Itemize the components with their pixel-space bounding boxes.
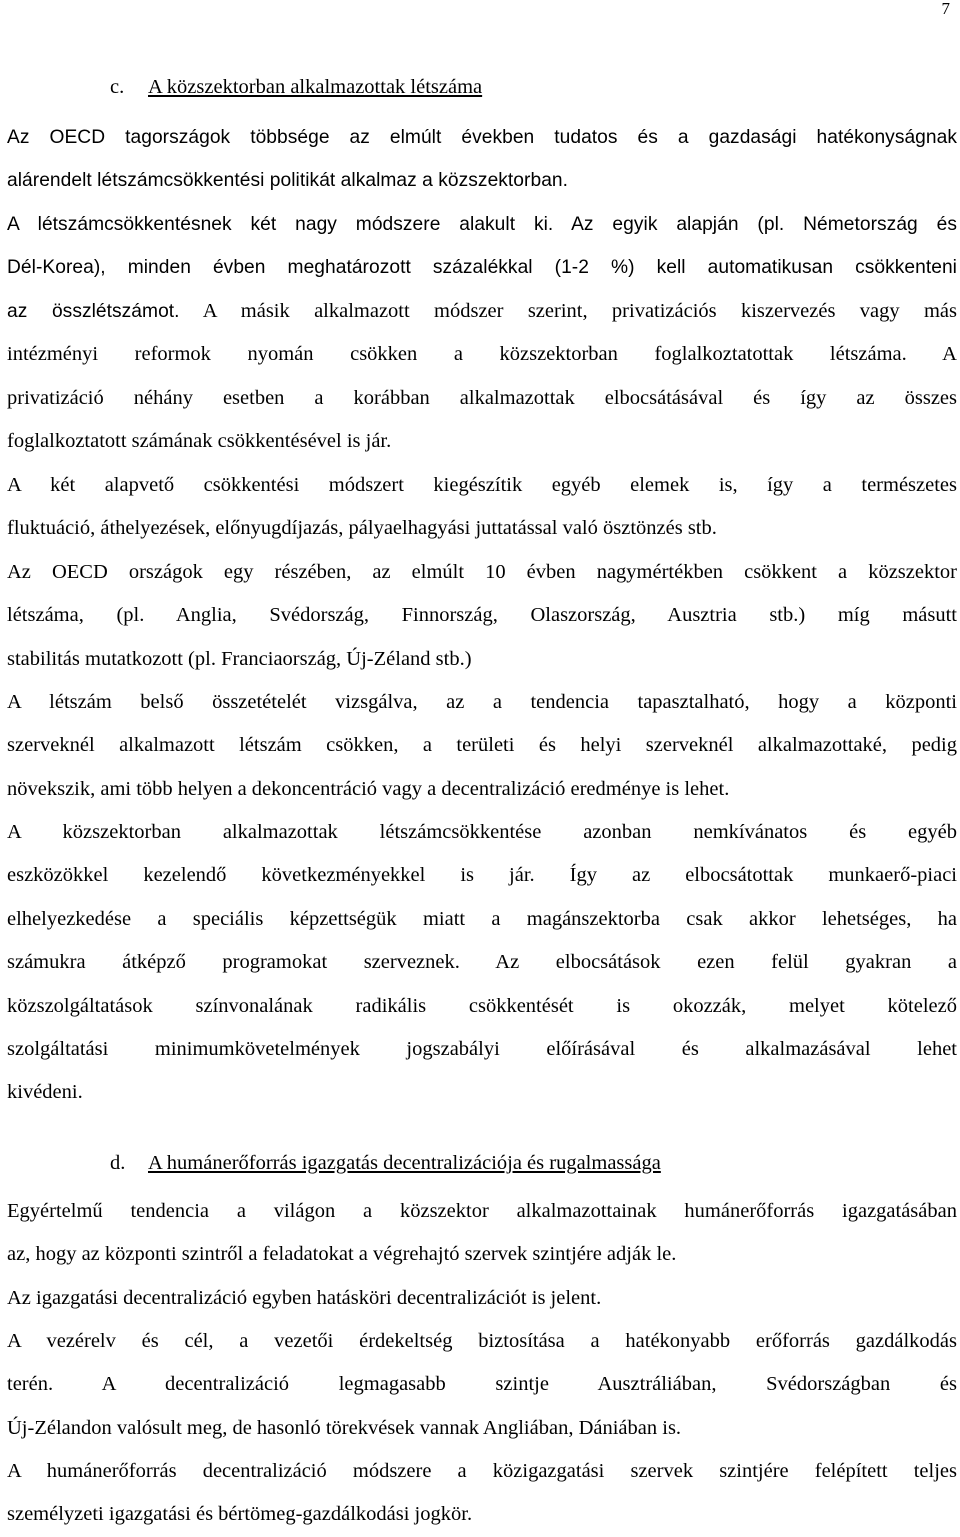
section-c-paragraph-6 [7,811,957,1115]
section-c-paragraph-2 [7,203,957,463]
text-fragment: az összlétszámot. [7,300,180,322]
section-c-paragraph-1 [7,116,957,203]
text-line: szolgáltatási minimumkövetelmények jogszabályi előírásával és alkalmazásával lehet [7,1038,957,1061]
section-d-paragraph-2 [7,1277,957,1320]
text-line: Új-Zélandon valósult meg, de hasonló törekvések vannak Angliában, Dániában is. [7,1416,682,1439]
section-d-paragraph-4 [7,1450,957,1537]
text-line: közszolgáltatások színvonalának radikális csökkentését is okozzák, melyet kötelező [7,994,957,1017]
text-line: elhelyezkedése a speciális képzettségük miatt a magánszektorba csak akkor lehetséges, ha [7,907,957,930]
text-line: privatizáció néhány esetben a korábban alkalmazottak elbocsátásával és így az összes [7,386,957,409]
text-line: Az OECD tagországok többsége az elmúlt években tudatos és a gazdasági hatékonyságnak [7,127,957,148]
text-line: A közszektorban alkalmazottak létszámcsökkentése azonban nemkívánatos és egyéb [7,821,957,843]
text-line: A létszám belső összetételét vizsgálva, az a tendencia tapasztalható, hogy a központi [7,691,957,713]
section-d-marker: d. [110,1152,126,1174]
text-line: az, hogy az központi szintről a feladatokat a végrehajtó szervek szintjére adják le. [7,1243,677,1266]
page-number: 7 [941,0,950,18]
section-c-heading [110,75,482,99]
text-line: A vezérelv és cél, a vezetői érdekeltség biztosítása a hatékonyabb erőforrás gazdálkodás [7,1330,957,1352]
text-line: foglalkoztatott számának csökkentésével is jár. [7,430,392,453]
text-line: stabilitás mutatkozott (pl. Franciaország, Új-Zéland stb.) [7,647,472,670]
text-line: Egyértelmű tendencia a világon a közszektor alkalmazottainak humánerőforrás igazgatásában [7,1200,957,1222]
text-line: Az OECD országok egy részében, az elmúlt 10 évben nagymértékben csökkent a közszektor [7,561,957,583]
text-line: A két alapvető csökkentési módszert kiegészítik egyéb elemek is, így a természetes [7,474,957,496]
text-line [7,290,957,333]
text-line: számukra átképző programokat szerveznek. Az elbocsátások ezen felül gyakran a [7,951,957,974]
section-c-paragraph-3 [7,464,957,551]
section-d-title: A humánerőforrás igazgatás decentralizációja és rugalmassága [148,1152,661,1174]
section-d-paragraph-1 [7,1190,957,1277]
text-line: létszáma, (pl. Anglia, Svédország, Finnország, Olaszország, Ausztria stb.) míg másutt [7,604,957,627]
section-c-paragraph-4 [7,551,957,681]
text-line: A humánerőforrás decentralizáció módszere a közigazgatási szervek szintjére felépített teljes [7,1460,957,1482]
text-line: szerveknél alkalmazott létszám csökken, a területi és helyi szerveknél alkalmazottaké, pedig [7,734,957,757]
text-line: terén. A decentralizáció legmagasabb szintje Ausztráliában, Svédországban és [7,1373,957,1396]
section-c-marker: c. [110,76,125,98]
text-line: kivédeni. [7,1081,83,1104]
text-line: intézményi reformok nyomán csökken a közszektorban foglalkoztatottak létszáma. A [7,343,957,366]
section-d-heading [110,1151,661,1175]
section-d-paragraph-3 [7,1320,957,1450]
text-line: Dél-Korea), minden évben meghatározott százalékkal (1-2 %) kell automatikusan csökkenteni [7,257,957,279]
section-c-paragraph-5 [7,681,957,811]
text-line: Az igazgatási decentralizáció egyben hatásköri decentralizációt is jelent. [7,1287,602,1309]
text-line: eszközökkel kezelendő következményekkel is jár. Így az elbocsátottak munkaerő-piaci [7,864,957,887]
text-line: fluktuáció, áthelyezések, előnyugdíjazás, pályaelhagyási juttatással való ösztönzés stb. [7,517,717,540]
text-line: személyzeti igazgatási és bértömeg-gazdálkodási jogkör. [7,1503,473,1526]
text-fragment: A másik alkalmazott módszer szerint, privatizációs kiszervezés vagy más [179,299,957,322]
text-line: növekszik, ami több helyen a dekoncentráció vagy a decentralizáció eredménye is lehet. [7,777,730,800]
section-c-title: A közszektorban alkalmazottak létszáma [148,76,483,98]
text-line: A létszámcsökkentésnek két nagy módszere alakult ki. Az egyik alapján (pl. Németország és [7,214,957,235]
text-line: alárendelt létszámcsökkentési politikát alkalmaz a közszektorban. [7,170,569,192]
